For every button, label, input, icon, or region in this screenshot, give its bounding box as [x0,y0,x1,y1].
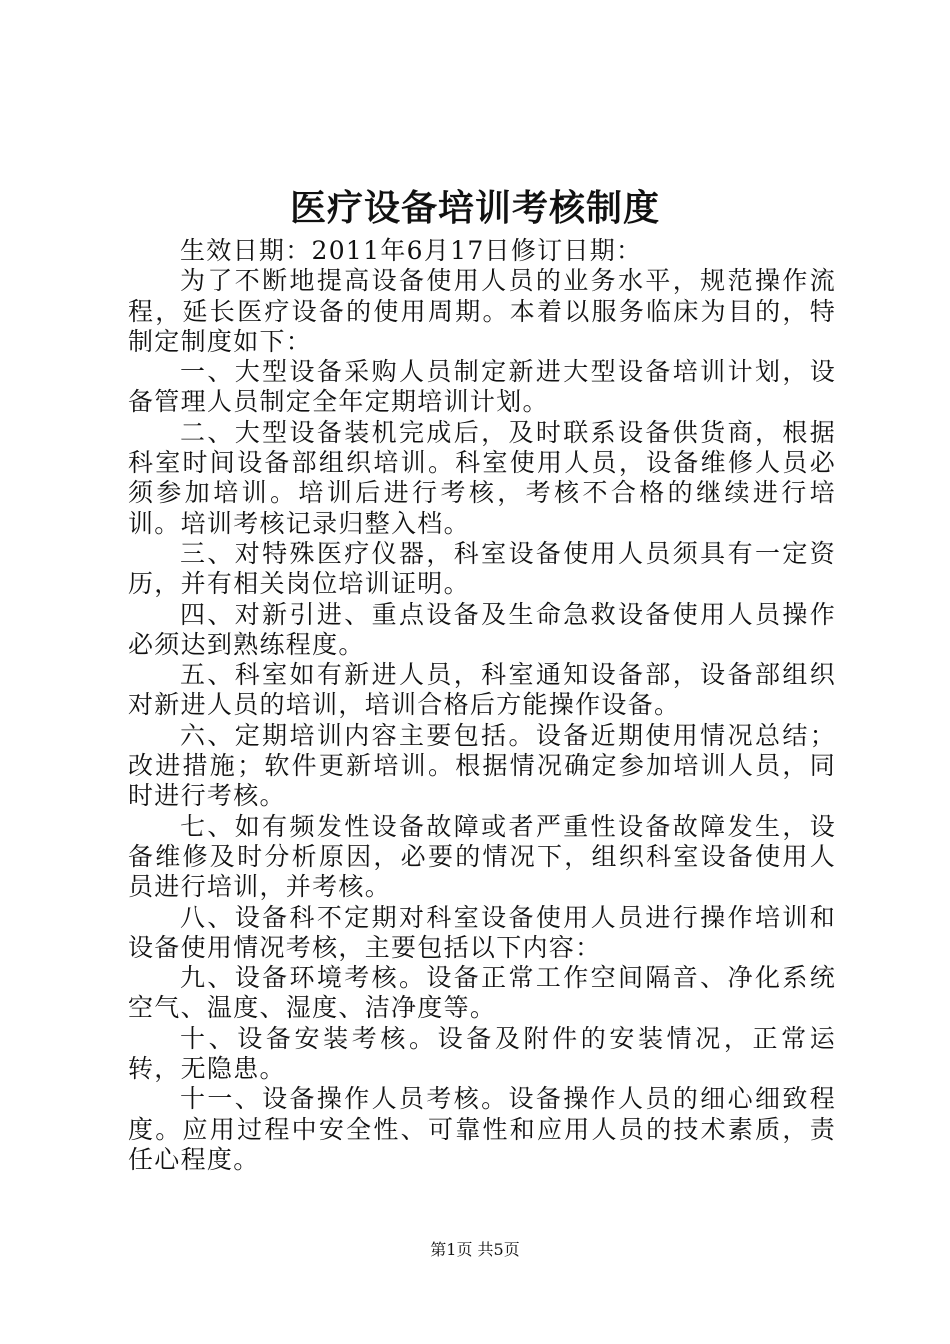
clause-1: 一、大型设备采购人员制定新进大型设备培训计划，设备管理人员制定全年定期培训计划。 [128,357,836,417]
clause-6: 六、定期培训内容主要包括。设备近期使用情况总结；改进措施；软件更新培训。根据情况确定参加培训人员，同时进行考核。 [128,720,836,811]
clause-9: 九、设备环境考核。设备正常工作空间隔音、净化系统空气、温度、湿度、洁净度等。 [128,963,836,1023]
clause-10: 十、设备安装考核。设备及附件的安装情况，正常运转，无隐患。 [128,1023,836,1084]
clause-4: 四、对新引进、重点设备及生命急救设备使用人员操作必须达到熟练程度。 [128,599,836,659]
clause-8: 八、设备科不定期对科室设备使用人员进行操作培训和设备使用情况考核，主要包括以下内容： [128,902,836,962]
clause-2: 二、大型设备装机完成后，及时联系设备供货商，根据科室时间设备部组织培训。科室使用人员，设备维修人员必须参加培训。培训后进行考核，考核不合格的继续进行培训。培训考核记录归整入档。 [128,417,836,538]
clause-3: 三、对特殊医疗仪器，科室设备使用人员须具有一定资历，并有相关岗位培训证明。 [128,538,836,599]
clause-11: 十一、设备操作人员考核。设备操作人员的细心细致程度。应用过程中安全性、可靠性和应用人员的技术素质，责任心程度。 [128,1084,836,1174]
document-body [128,236,836,1175]
document-title: 医疗设备培训考核制度 [289,187,660,229]
effective-date-line: 生效日期：2011年6月17日修订日期： [180,236,643,265]
clause-7: 七、如有频发性设备故障或者严重性设备故障发生，设备维修及时分析原因，必要的情况下，组织科室设备使用人员进行培训，并考核。 [128,811,836,902]
intro-paragraph: 为了不断地提高设备使用人员的业务水平，规范操作流程，延长医疗设备的使用周期。本着以服务临床为目的，特制定制度如下： [128,266,836,356]
clause-5: 五、科室如有新进人员，科室通知设备部，设备部组织对新进人员的培训，培训合格后方能操作设备。 [128,660,836,720]
page-footer: 第1页 共5页 [430,1240,520,1259]
